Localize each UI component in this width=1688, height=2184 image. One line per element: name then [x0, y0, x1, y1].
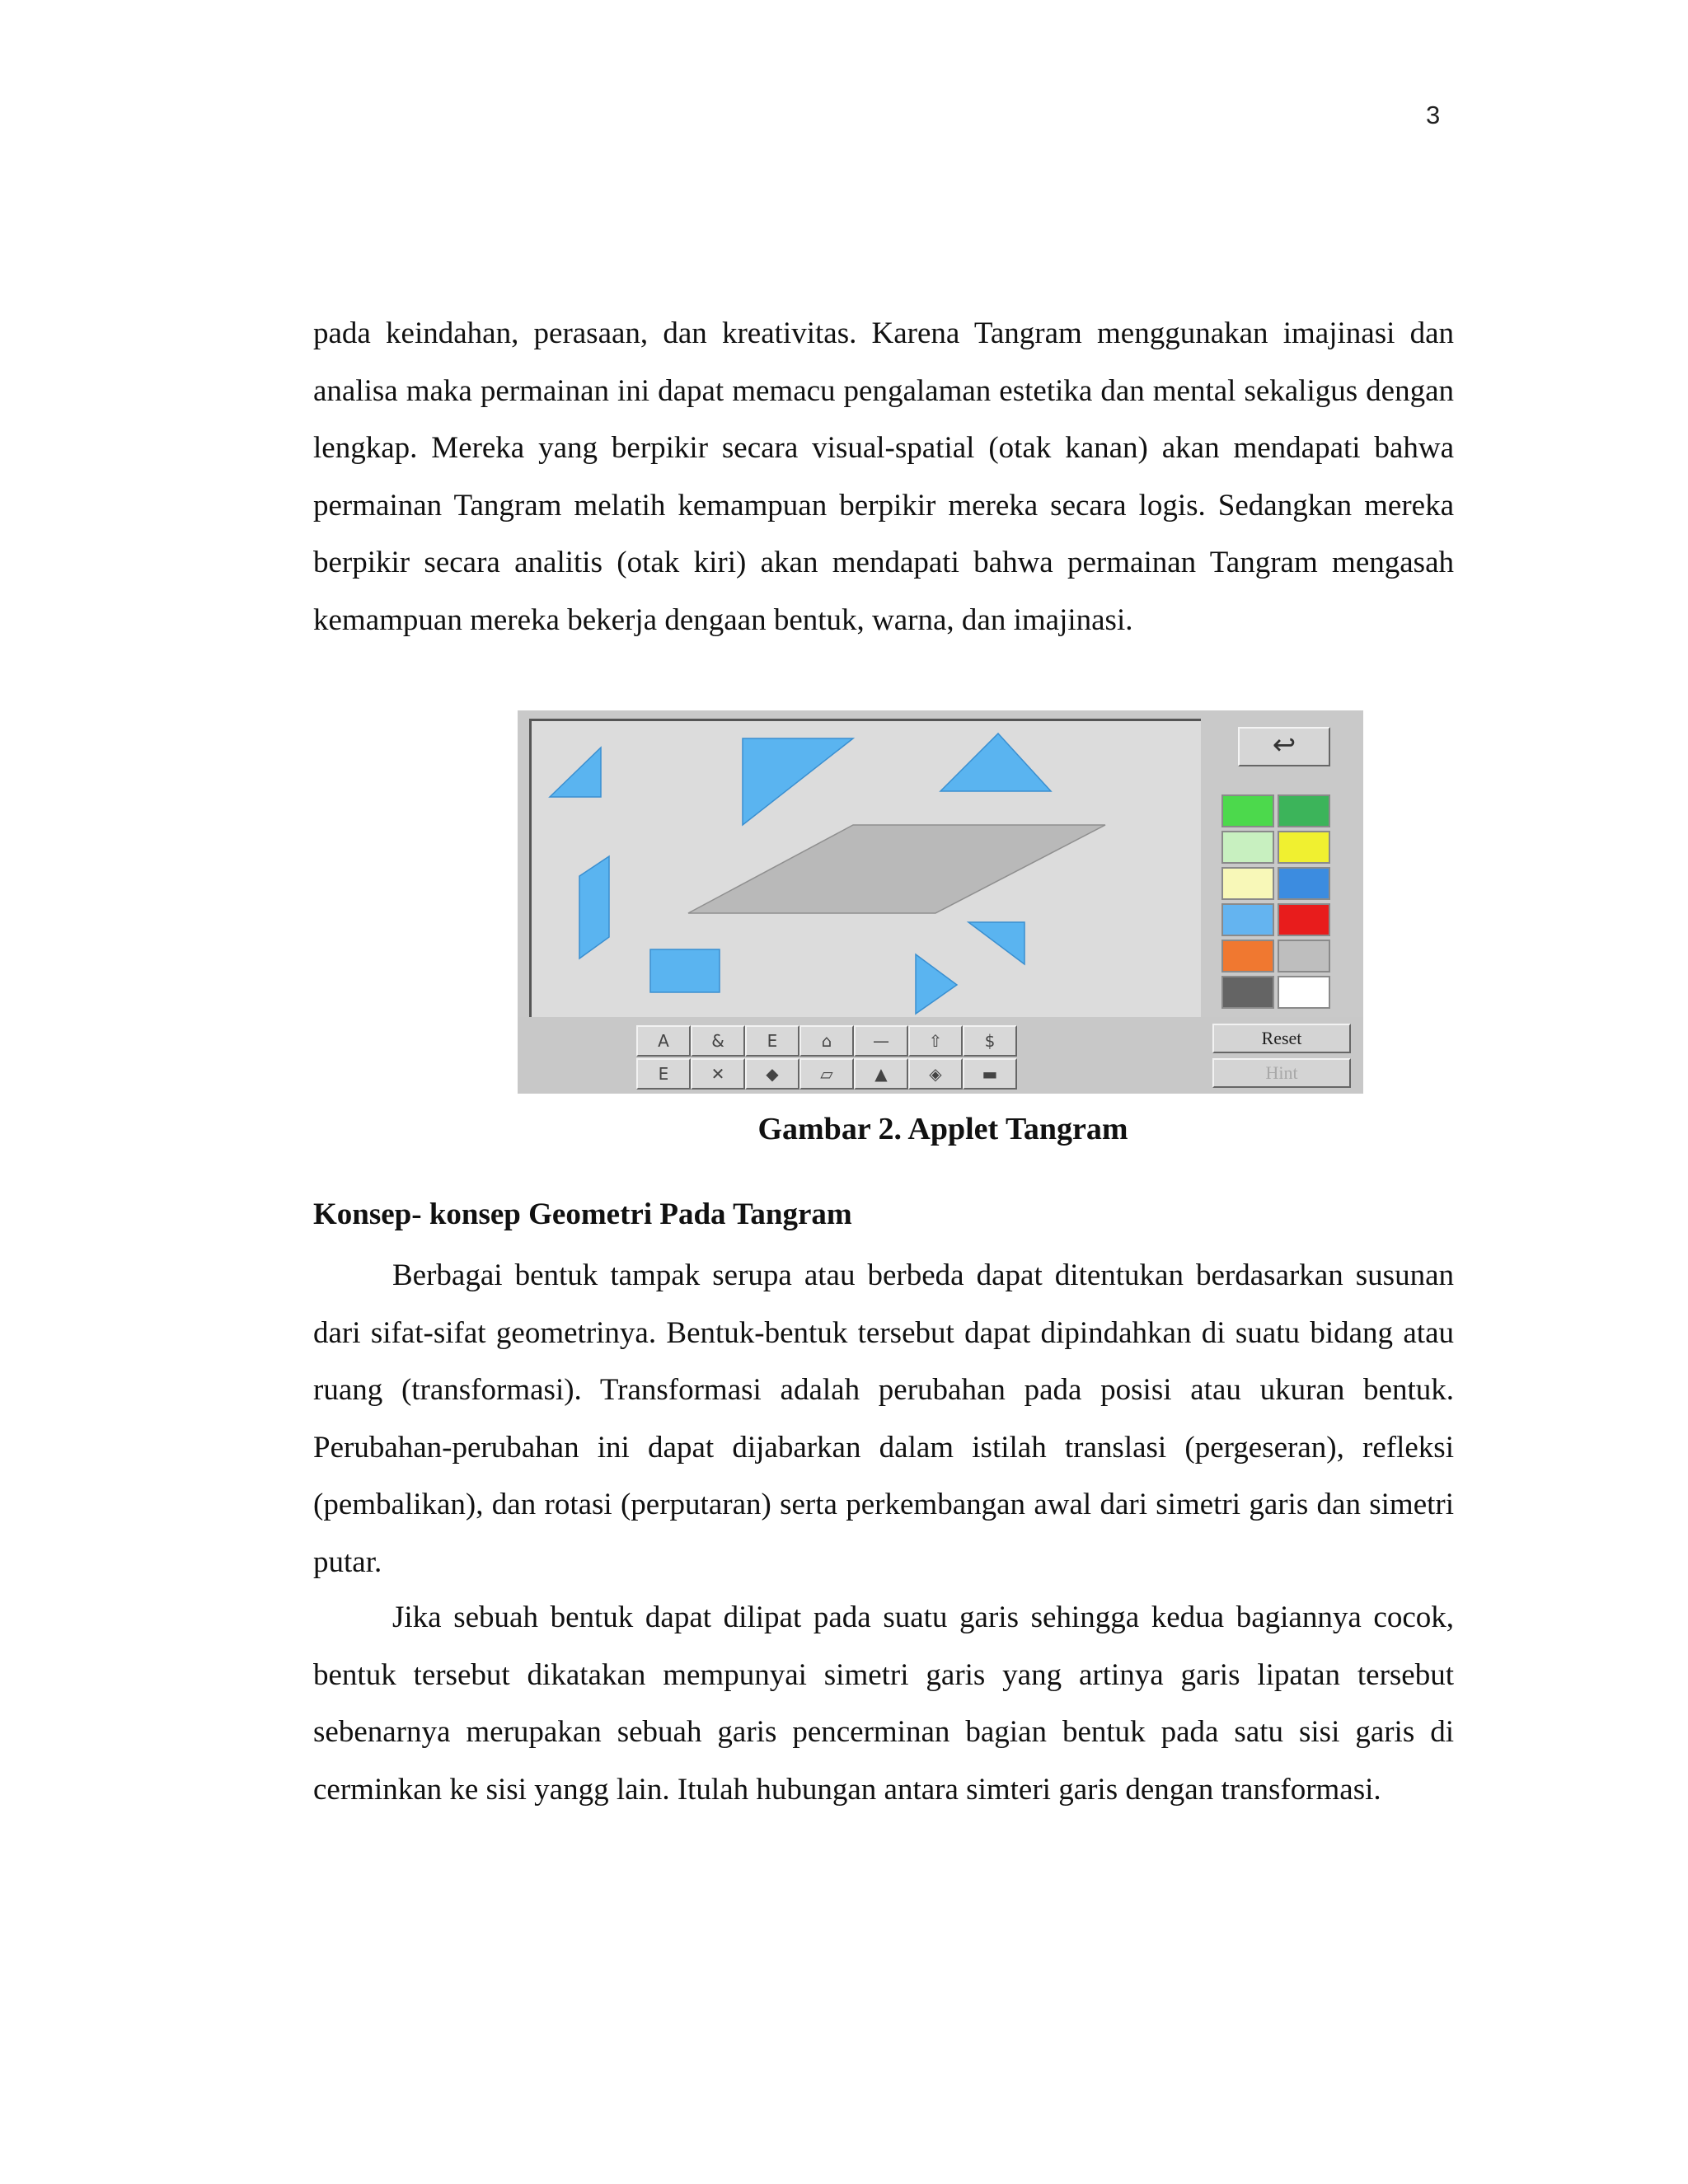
color-swatch[interactable] — [1278, 976, 1330, 1009]
shape-select-button[interactable]: ✕ — [691, 1058, 745, 1090]
undo-arrow-icon: ↩ — [1272, 729, 1296, 762]
shape-select-button[interactable]: ⌂ — [799, 1025, 854, 1057]
tangram-pieces — [532, 721, 1201, 1024]
hint-button[interactable]: Hint — [1212, 1058, 1351, 1088]
page-number: 3 — [1426, 101, 1441, 129]
parallelogram-piece[interactable] — [688, 825, 1105, 913]
color-swatch[interactable] — [1221, 794, 1274, 827]
figure-caption: Gambar 2. Applet Tangram — [757, 1112, 1128, 1146]
color-swatch[interactable] — [1221, 940, 1274, 972]
shape-select-button[interactable]: ▲ — [854, 1058, 908, 1090]
shape-select-button[interactable]: $ — [963, 1025, 1017, 1057]
medium-triangle-piece[interactable] — [968, 922, 1025, 964]
color-swatch[interactable] — [1221, 903, 1274, 936]
color-swatch[interactable] — [1221, 867, 1274, 900]
color-swatch[interactable] — [1278, 903, 1330, 936]
large-triangle-piece-1[interactable] — [743, 738, 853, 825]
shape-select-button[interactable]: E — [745, 1025, 799, 1057]
large-triangle-piece-2[interactable] — [940, 733, 1051, 791]
shape-select-button[interactable]: ◆ — [745, 1058, 799, 1090]
paragraph-simetri: Jika sebuah bentuk dapat dilipat pada suatu garis sehingga kedua bagiannya cocok, bentuk tersebut dikatakan mempunyai simetri garis yang artinya garis lipatan tersebut sebenarnya merupakan sebuah garis pencerminan bagian bentuk pada satu sisi garis di cerminkan ke sisi yangg lain. Itulah hubungan antara simteri garis dengan transformasi. — [313, 1601, 1454, 1807]
shape-select-button[interactable]: ▱ — [799, 1058, 854, 1090]
shape-select-button[interactable]: ⇧ — [908, 1025, 963, 1057]
section-heading: Konsep- konsep Geometri Pada Tangram — [313, 1197, 852, 1231]
reset-button[interactable]: Reset — [1212, 1024, 1351, 1053]
square-piece[interactable] — [650, 949, 720, 992]
color-swatch[interactable] — [1278, 940, 1330, 972]
shape-select-button[interactable]: A — [636, 1025, 691, 1057]
color-swatch[interactable] — [1278, 831, 1330, 864]
paragraph-intro: pada keindahan, perasaan, dan kreativitas. Karena Tangram menggunakan imajinasi dan analisa maka permainan ini dapat memacu pengalaman estetika dan mental sekaligus dengan lengkap. Mereka yang berpikir secara visual-spatial (otak kanan) akan mendapati bahwa permainan Tangram melatih kemampuan berpikir mereka secara logis. Sedangkan mereka berpikir secara analitis (otak kiri) akan mendapati bahwa permainan Tangram mengasah kemampuan mereka bekerja dengaan bentuk, warna, dan imajinasi. — [313, 316, 1454, 637]
shape-select-button[interactable]: — — [854, 1025, 908, 1057]
shape-select-button[interactable]: ◈ — [908, 1058, 963, 1090]
small-triangle-piece-1[interactable] — [550, 748, 601, 797]
shape-select-button[interactable]: & — [691, 1025, 745, 1057]
small-parallelogram-piece[interactable] — [579, 856, 609, 958]
shape-select-button[interactable]: ▬ — [963, 1058, 1017, 1090]
small-triangle-piece-2[interactable] — [916, 954, 957, 1014]
tangram-applet-figure — [518, 710, 1363, 1094]
shape-toolbar — [518, 1017, 1363, 1094]
color-swatch[interactable] — [1278, 867, 1330, 900]
tangram-canvas[interactable] — [529, 719, 1201, 1024]
shape-select-button[interactable]: E — [636, 1058, 691, 1090]
color-swatch[interactable] — [1221, 976, 1274, 1009]
paragraph-transformasi: Berbagai bentuk tampak serupa atau berbeda dapat ditentukan berdasarkan susunan dari sifat-sifat geometrinya. Bentuk-bentuk tersebut dapat dipindahkan di suatu bidang atau ruang (transformasi). Transformasi adalah perubahan pada posisi atau ukuran bentuk. Perubahan-perubahan ini dapat dijabarkan dalam istilah translasi (pergeseran), refleksi (pembalikan), dan rotasi (perputaran) serta perkembangan awal dari simetri garis dan simetri putar. — [313, 1258, 1454, 1579]
undo-button[interactable] — [1238, 727, 1330, 766]
color-swatch[interactable] — [1278, 794, 1330, 827]
color-swatch[interactable] — [1221, 831, 1274, 864]
